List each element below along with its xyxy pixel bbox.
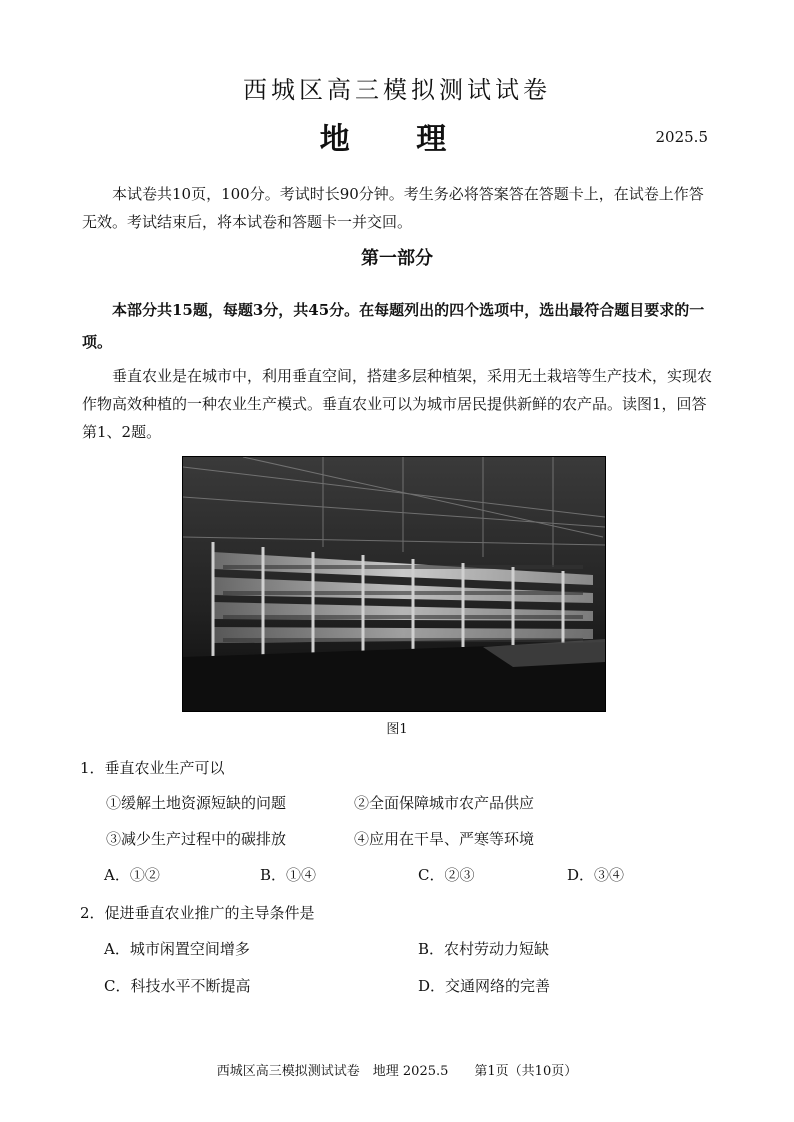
q1-option-a[interactable]: A．①②	[104, 866, 160, 884]
q1-item-4: ④应用在干旱、严寒等环境	[354, 830, 535, 848]
page-footer: 西城区高三模拟测试试卷 地理 2025.5 第1页（共10页）	[216, 1064, 578, 1079]
subject-title: 地 理	[319, 122, 475, 157]
q1-item-2: ②全面保障城市农产品供应	[354, 794, 535, 812]
q2-option-d[interactable]: D．交通网络的完善	[418, 977, 551, 995]
vertical-farm-photo	[182, 456, 606, 712]
exam-date: 2025.5	[655, 128, 708, 146]
q2-option-c[interactable]: C．科技水平不断提高	[104, 977, 251, 995]
q1-option-c[interactable]: C．②③	[418, 866, 475, 884]
section-instructions: 本部分共15题，每题3分，共45分。在每题列出的四个选项中，选出最符合题目要求的一项。	[82, 301, 705, 351]
question-1-stem: 1．垂直农业生产可以	[80, 759, 225, 777]
exam-title: 西城区高三模拟测试试卷	[243, 76, 551, 104]
q2-option-b[interactable]: B．农村劳动力短缺	[418, 940, 550, 958]
q1-option-b[interactable]: B．①④	[260, 866, 317, 884]
exam-instructions: 本试卷共10页，100分。考试时长90分钟。考生务必将答案答在答题卡上，在试卷上作答无效。考试结束后，将本试卷和答题卡一并交回。	[82, 185, 704, 231]
q2-option-a[interactable]: A．城市闲置空间增多	[104, 940, 250, 958]
q1-item-1: ①缓解土地资源短缺的问题	[106, 794, 287, 812]
q1-option-d[interactable]: D．③④	[567, 866, 625, 884]
q1-item-3: ③减少生产过程中的碳排放	[106, 830, 287, 848]
question-context: 垂直农业是在城市中，利用垂直空间，搭建多层种植架，采用无土栽培等生产技术，实现农作物高效种植的一种农业生产模式。垂直农业可以为城市居民提供新鲜的农产品。读图1，回答第1、2题。	[82, 367, 713, 441]
section-title: 第一部分	[361, 248, 433, 269]
question-2-stem: 2．促进垂直农业推广的主导条件是	[80, 904, 315, 922]
figure-caption: 图1	[386, 722, 408, 737]
